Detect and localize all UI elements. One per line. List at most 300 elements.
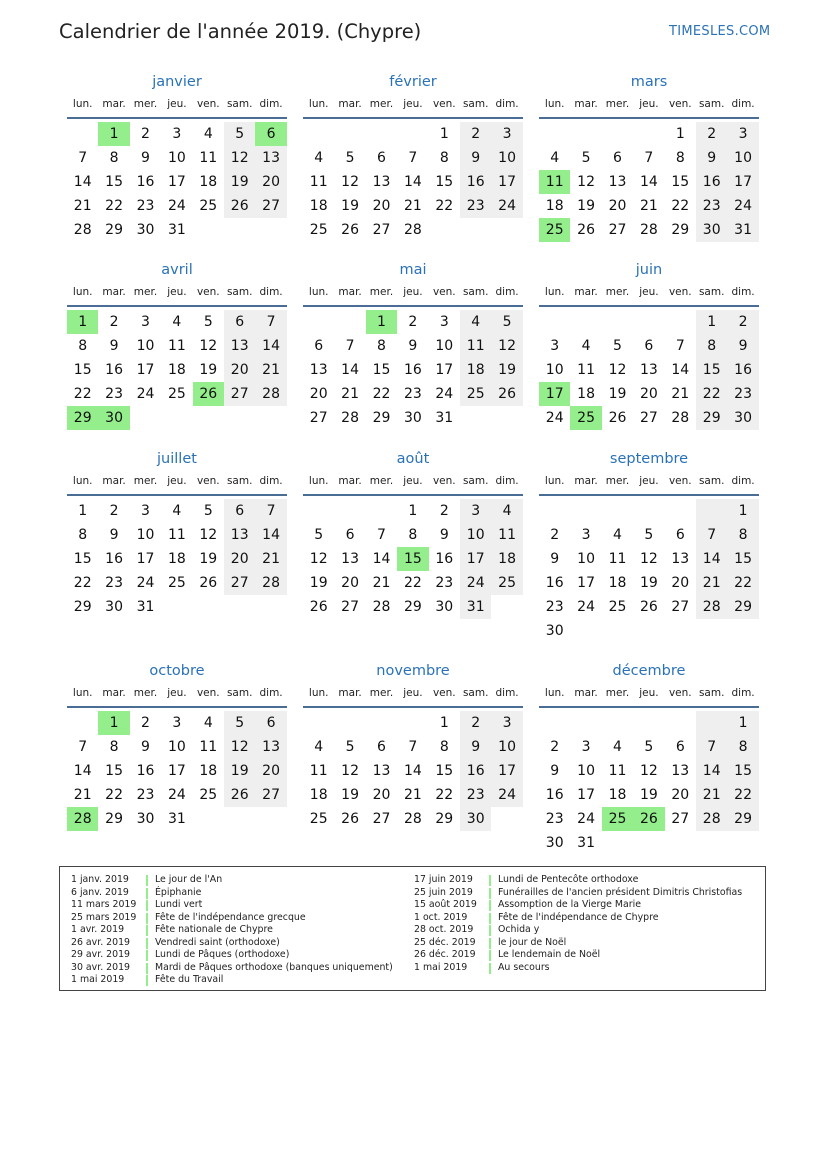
day-cell: 3 <box>141 503 150 519</box>
day-cell: 4 <box>491 499 522 523</box>
weekday-label: sam. <box>698 286 725 298</box>
day-cell: 25 <box>608 599 627 615</box>
day-cell: 9 <box>460 146 491 170</box>
day-cell: 16 <box>696 170 727 194</box>
day-cell: 15 <box>73 362 92 378</box>
weekday-label: mar. <box>574 286 598 298</box>
month-header-rule <box>539 494 759 496</box>
day-cell: 30 <box>727 406 758 430</box>
day-cell: 4 <box>314 739 324 755</box>
day-cell: 26 <box>491 382 522 406</box>
day-cell: 4 <box>613 739 622 755</box>
day-cell: 22 <box>671 198 690 214</box>
day-cell: 23 <box>727 382 758 406</box>
day-cell: 3 <box>581 527 591 543</box>
day-cell: 21 <box>639 198 658 214</box>
day-cell: 23 <box>460 783 491 807</box>
legend-marker <box>146 888 148 899</box>
weekday-label: jeu. <box>167 475 187 487</box>
holiday-day-cell: 6 <box>255 122 286 146</box>
month-header-rule <box>539 706 759 708</box>
day-cell: 26 <box>608 410 627 426</box>
weekday-label: jeu. <box>639 475 659 487</box>
day-cell: 28 <box>73 222 92 238</box>
day-cell: 20 <box>639 386 658 402</box>
legend-marker <box>489 888 491 899</box>
day-cell: 1 <box>78 503 88 519</box>
day-cell: 11 <box>309 174 328 190</box>
day-cell: 14 <box>372 551 391 567</box>
day-cell: 21 <box>255 547 286 571</box>
day-cell: 29 <box>73 599 92 615</box>
day-cell: 18 <box>577 386 595 402</box>
legend-name: Au secours <box>498 961 550 973</box>
day-cell: 8 <box>408 527 418 543</box>
weekday-label: lun. <box>308 286 329 298</box>
day-cell: 20 <box>671 787 690 803</box>
day-cell: 12 <box>309 551 328 567</box>
month-name: juin <box>635 262 663 278</box>
day-cell: 11 <box>491 523 522 547</box>
day-cell: 24 <box>491 194 522 218</box>
day-cell: 30 <box>545 835 564 851</box>
month-header-rule <box>539 117 759 119</box>
month-header-rule <box>539 305 759 307</box>
day-cell: 25 <box>491 571 522 595</box>
day-cell: 18 <box>167 362 186 378</box>
day-cell: 14 <box>73 174 92 190</box>
day-cell: 4 <box>581 338 591 354</box>
legend-date: 6 janv. 2019 <box>71 886 129 898</box>
weekday-label: sam. <box>462 687 489 699</box>
day-cell: 6 <box>377 739 386 755</box>
day-cell: 8 <box>439 739 449 755</box>
day-cell: 7 <box>255 499 286 523</box>
legend-date: 25 juin 2019 <box>414 886 473 898</box>
day-cell: 14 <box>403 174 422 190</box>
day-cell: 16 <box>136 174 155 190</box>
day-cell: 13 <box>671 551 690 567</box>
day-cell: 25 <box>309 811 328 827</box>
weekday-label: lun. <box>72 286 93 298</box>
day-cell: 20 <box>372 787 391 803</box>
day-cell: 10 <box>545 362 564 378</box>
weekday-label: mer. <box>133 98 158 110</box>
day-cell: 3 <box>581 739 591 755</box>
day-cell: 3 <box>172 126 182 142</box>
day-cell: 7 <box>408 739 418 755</box>
day-cell: 19 <box>199 362 218 378</box>
legend-date: 1 mai 2019 <box>71 974 125 985</box>
day-cell: 12 <box>608 362 627 378</box>
day-cell: 27 <box>255 194 286 218</box>
brand-link[interactable]: TIMESLES.COM <box>669 24 771 39</box>
day-cell: 23 <box>105 575 123 591</box>
day-cell: 18 <box>460 358 491 382</box>
legend-name: Vendredi saint (orthodoxe) <box>155 936 280 948</box>
day-cell: 26 <box>341 222 359 238</box>
day-cell: 2 <box>550 527 560 543</box>
day-cell: 24 <box>491 783 522 807</box>
holiday-day-cell: 15 <box>397 547 428 571</box>
holiday-day-cell: 25 <box>570 406 601 430</box>
day-cell: 15 <box>105 763 123 779</box>
day-cell: 30 <box>460 807 491 831</box>
day-cell: 29 <box>372 410 391 426</box>
legend-date: 29 avr. 2019 <box>71 949 131 960</box>
day-cell: 11 <box>608 551 627 567</box>
day-cell: 10 <box>435 338 454 354</box>
day-cell: 2 <box>109 314 119 330</box>
weekday-label: lun. <box>308 98 329 110</box>
legend-marker <box>146 938 148 949</box>
month-header-rule <box>67 706 287 708</box>
legend-name: Lundi de Pentecôte orthodoxe <box>498 874 639 885</box>
day-cell: 20 <box>224 547 255 571</box>
weekday-label: ven. <box>196 475 220 487</box>
day-cell: 21 <box>696 783 727 807</box>
day-cell: 21 <box>671 386 690 402</box>
day-cell: 4 <box>203 715 213 731</box>
day-cell: 24 <box>435 386 454 402</box>
day-cell: 20 <box>608 198 627 214</box>
day-cell: 14 <box>639 174 658 190</box>
day-cell: 23 <box>545 599 564 615</box>
day-cell: 9 <box>109 527 119 543</box>
weekday-label: jeu. <box>403 98 423 110</box>
legend-name: Fête de l'indépendance de Chypre <box>498 911 659 923</box>
month-header-rule <box>303 706 523 708</box>
day-cell: 4 <box>172 314 182 330</box>
legend-date: 15 août 2019 <box>414 899 477 910</box>
day-cell: 1 <box>675 126 685 142</box>
day-cell: 30 <box>105 599 123 615</box>
day-cell: 28 <box>671 410 690 426</box>
day-cell: 17 <box>167 763 186 779</box>
month-name: mars <box>630 74 668 90</box>
day-cell: 28 <box>403 222 422 238</box>
weekday-label: jeu. <box>639 286 659 298</box>
day-cell: 26 <box>341 811 359 827</box>
day-cell: 17 <box>577 575 595 591</box>
legend-marker <box>489 963 491 974</box>
weekday-label: ven. <box>196 286 220 298</box>
day-cell: 12 <box>639 763 658 779</box>
weekday-label: sam. <box>698 687 725 699</box>
legend-marker <box>146 950 148 961</box>
day-cell: 30 <box>136 811 155 827</box>
day-cell: 29 <box>727 595 758 619</box>
holiday-day-cell: 1 <box>98 711 129 735</box>
day-cell: 18 <box>309 198 328 214</box>
weekday-label: mar. <box>102 687 126 699</box>
day-cell: 24 <box>577 811 595 827</box>
day-cell: 1 <box>727 499 758 523</box>
day-cell: 27 <box>372 811 391 827</box>
day-cell: 17 <box>460 547 491 571</box>
day-cell: 2 <box>460 122 491 146</box>
day-cell: 22 <box>435 787 454 803</box>
day-cell: 24 <box>545 410 564 426</box>
day-cell: 30 <box>403 410 422 426</box>
legend-marker <box>146 963 148 974</box>
day-cell: 15 <box>727 759 758 783</box>
holiday-day-cell: 29 <box>67 406 98 430</box>
weekday-label: lun. <box>72 98 93 110</box>
day-cell: 19 <box>639 575 658 591</box>
day-cell: 11 <box>309 763 328 779</box>
day-cell: 6 <box>314 338 324 354</box>
weekday-label: mar. <box>574 98 598 110</box>
weekend-blank-cell <box>696 711 727 735</box>
day-cell: 22 <box>696 382 727 406</box>
day-cell: 25 <box>167 575 186 591</box>
day-cell: 21 <box>341 386 359 402</box>
day-cell: 21 <box>372 575 391 591</box>
month-header-rule <box>67 117 287 119</box>
day-cell: 29 <box>671 222 690 238</box>
legend-name: Fête de l'indépendance grecque <box>155 911 306 923</box>
day-cell: 27 <box>608 222 627 238</box>
day-cell: 17 <box>491 170 522 194</box>
day-cell: 27 <box>671 599 690 615</box>
day-cell: 15 <box>671 174 690 190</box>
day-cell: 9 <box>141 150 150 166</box>
day-cell: 27 <box>224 571 255 595</box>
weekday-label: lun. <box>544 475 565 487</box>
day-cell: 13 <box>639 362 658 378</box>
weekday-label: mar. <box>102 98 126 110</box>
day-cell: 28 <box>403 811 422 827</box>
day-cell: 1 <box>408 503 418 519</box>
day-cell: 27 <box>671 811 690 827</box>
day-cell: 16 <box>403 362 422 378</box>
holiday-legend <box>59 866 766 991</box>
weekday-label: jeu. <box>403 475 423 487</box>
day-cell: 28 <box>255 571 286 595</box>
day-cell: 14 <box>255 334 286 358</box>
weekday-label: mer. <box>133 475 158 487</box>
day-cell: 4 <box>203 126 213 142</box>
day-cell: 19 <box>491 358 522 382</box>
day-cell: 30 <box>696 218 727 242</box>
day-cell: 9 <box>550 763 560 779</box>
weekday-label: lun. <box>308 475 329 487</box>
month-name: juillet <box>157 451 197 467</box>
day-cell: 31 <box>136 599 155 615</box>
day-cell: 13 <box>309 362 328 378</box>
day-cell: 17 <box>577 787 595 803</box>
day-cell: 23 <box>105 386 123 402</box>
day-cell: 19 <box>341 198 359 214</box>
weekday-label: lun. <box>308 687 329 699</box>
weekday-label: mar. <box>102 475 126 487</box>
day-cell: 11 <box>167 527 186 543</box>
day-cell: 19 <box>199 551 218 567</box>
weekday-label: mar. <box>338 475 362 487</box>
day-cell: 13 <box>255 146 286 170</box>
day-cell: 28 <box>696 807 727 831</box>
day-cell: 14 <box>341 362 359 378</box>
day-cell: 5 <box>314 527 324 543</box>
legend-date: 1 janv. 2019 <box>71 874 129 885</box>
day-cell: 10 <box>136 527 155 543</box>
weekday-label: mer. <box>605 286 630 298</box>
day-cell: 9 <box>696 146 727 170</box>
month-header-rule <box>303 117 523 119</box>
day-cell: 14 <box>403 763 422 779</box>
weekday-label: lun. <box>544 98 565 110</box>
weekday-label: dim. <box>259 286 283 298</box>
day-cell: 2 <box>439 503 449 519</box>
weekday-label: ven. <box>668 687 692 699</box>
legend-date: 28 oct. 2019 <box>414 924 474 935</box>
weekday-label: mar. <box>574 687 598 699</box>
legend-date: 1 oct. 2019 <box>414 911 468 923</box>
day-cell: 23 <box>136 198 155 214</box>
day-cell: 11 <box>608 763 627 779</box>
day-cell: 6 <box>345 527 355 543</box>
day-cell: 20 <box>671 575 690 591</box>
weekday-label: mer. <box>369 687 394 699</box>
weekday-label: jeu. <box>167 687 187 699</box>
day-cell: 24 <box>136 386 155 402</box>
legend-marker <box>489 925 491 936</box>
weekday-label: dim. <box>495 475 519 487</box>
day-cell: 14 <box>696 759 727 783</box>
day-cell: 4 <box>314 150 324 166</box>
day-cell: 12 <box>639 551 658 567</box>
day-cell: 19 <box>341 787 359 803</box>
day-cell: 1 <box>696 310 727 334</box>
day-cell: 13 <box>671 763 690 779</box>
day-cell: 28 <box>696 595 727 619</box>
day-cell: 30 <box>136 222 155 238</box>
day-cell: 16 <box>460 170 491 194</box>
day-cell: 2 <box>696 122 727 146</box>
day-cell: 21 <box>73 198 92 214</box>
day-cell: 4 <box>172 503 182 519</box>
day-cell: 31 <box>435 410 454 426</box>
day-cell: 8 <box>78 527 88 543</box>
day-cell: 16 <box>545 787 564 803</box>
day-cell: 7 <box>696 523 727 547</box>
legend-name: Lundi vert <box>155 899 203 910</box>
day-cell: 21 <box>255 358 286 382</box>
weekday-label: sam. <box>698 475 725 487</box>
day-cell: 22 <box>403 575 422 591</box>
day-cell: 5 <box>203 503 213 519</box>
day-cell: 21 <box>403 787 422 803</box>
day-cell: 27 <box>224 382 255 406</box>
day-cell: 9 <box>550 551 560 567</box>
day-cell: 27 <box>309 410 328 426</box>
day-cell: 3 <box>727 122 758 146</box>
day-cell: 17 <box>136 551 155 567</box>
day-cell: 26 <box>577 222 595 238</box>
day-cell: 2 <box>727 310 758 334</box>
month-name: août <box>396 451 430 467</box>
legend-name: Fête nationale de Chypre <box>155 924 273 935</box>
weekday-label: ven. <box>668 286 692 298</box>
day-cell: 24 <box>167 198 186 214</box>
legend-marker <box>146 913 148 924</box>
day-cell: 13 <box>372 174 391 190</box>
day-cell: 17 <box>136 362 155 378</box>
day-cell: 1 <box>439 715 449 731</box>
legend-date: 25 mars 2019 <box>71 911 137 923</box>
day-cell: 10 <box>577 551 595 567</box>
day-cell: 17 <box>491 759 522 783</box>
weekday-label: dim. <box>731 687 755 699</box>
day-cell: 4 <box>613 527 622 543</box>
weekday-label: dim. <box>731 98 755 110</box>
weekday-label: ven. <box>196 687 220 699</box>
day-cell: 12 <box>341 763 359 779</box>
day-cell: 24 <box>577 599 595 615</box>
day-cell: 2 <box>550 739 560 755</box>
day-cell: 9 <box>141 739 150 755</box>
day-cell: 25 <box>460 382 491 406</box>
weekday-label: ven. <box>432 687 456 699</box>
weekday-label: mer. <box>133 286 158 298</box>
weekday-label: sam. <box>462 98 489 110</box>
day-cell: 6 <box>224 310 255 334</box>
weekday-label: mer. <box>605 687 630 699</box>
weekday-label: sam. <box>226 475 253 487</box>
day-cell: 8 <box>109 739 119 755</box>
day-cell: 20 <box>372 198 391 214</box>
weekday-label: mer. <box>133 687 158 699</box>
day-cell: 10 <box>460 523 491 547</box>
day-cell: 12 <box>199 338 218 354</box>
day-cell: 22 <box>105 198 123 214</box>
day-cell: 3 <box>141 314 150 330</box>
holiday-day-cell: 25 <box>602 807 633 831</box>
month-header-rule <box>303 494 523 496</box>
day-cell: 7 <box>696 735 727 759</box>
weekday-label: dim. <box>495 687 519 699</box>
day-cell: 16 <box>136 763 155 779</box>
legend-date: 1 mai 2019 <box>414 961 468 973</box>
day-cell: 12 <box>199 527 218 543</box>
day-cell: 14 <box>73 763 92 779</box>
month-header-rule <box>67 305 287 307</box>
day-cell: 15 <box>73 551 92 567</box>
weekday-label: dim. <box>259 98 283 110</box>
holiday-day-cell: 28 <box>67 807 98 831</box>
day-cell: 3 <box>439 314 449 330</box>
day-cell: 5 <box>345 150 355 166</box>
day-cell: 24 <box>460 571 491 595</box>
day-cell: 22 <box>435 198 454 214</box>
day-cell: 28 <box>639 222 658 238</box>
day-cell: 2 <box>141 715 150 731</box>
day-cell: 16 <box>105 551 123 567</box>
weekday-label: mer. <box>369 98 394 110</box>
weekday-label: dim. <box>259 475 283 487</box>
weekday-label: mar. <box>338 98 362 110</box>
weekday-label: ven. <box>432 286 456 298</box>
day-cell: 10 <box>491 146 522 170</box>
weekday-label: ven. <box>668 98 692 110</box>
month-header-rule <box>67 494 287 496</box>
weekday-label: sam. <box>698 98 725 110</box>
day-cell: 3 <box>460 499 491 523</box>
day-cell: 13 <box>608 174 627 190</box>
day-cell: 20 <box>341 575 359 591</box>
weekday-label: jeu. <box>403 687 423 699</box>
